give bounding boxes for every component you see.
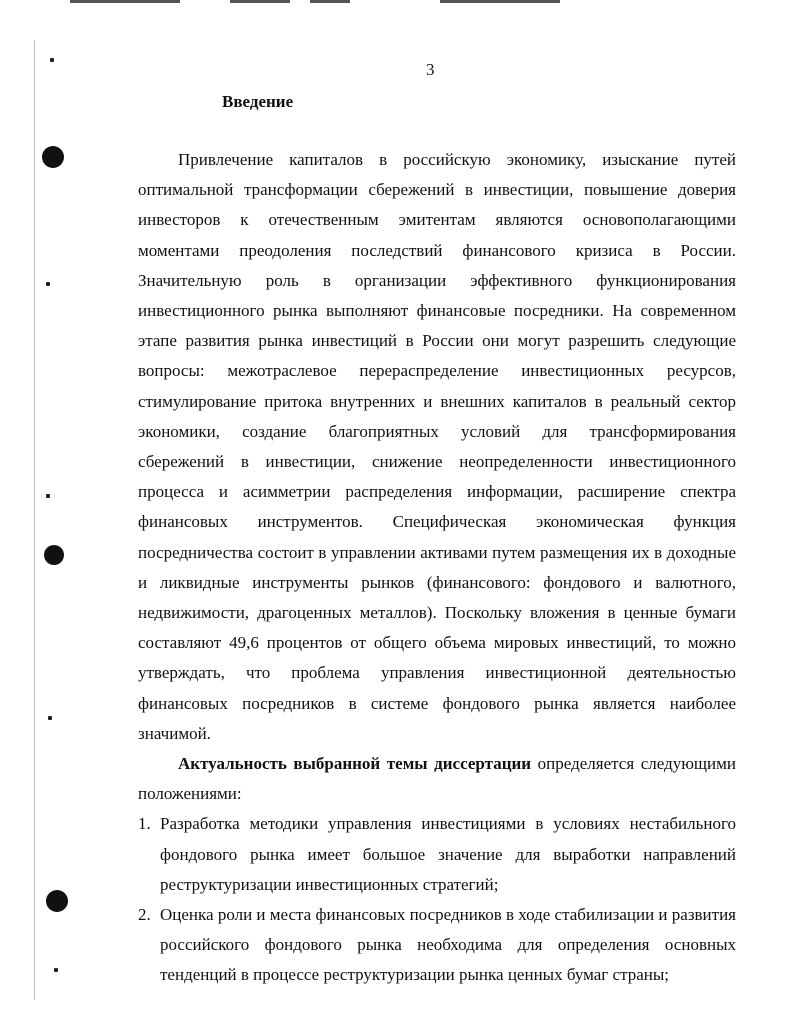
scan-speck [46, 494, 50, 498]
scan-top-mark [310, 0, 350, 3]
document-body [138, 145, 736, 991]
punch-hole [42, 146, 64, 168]
intro-paragraph: Привлечение капиталов в российскую экономику, изыскание путей оптимальной трансформации сбережений в инвестиции, повышение доверия инвесторов к отечественным эмитентам являются основополагающими моментами преодоления последствий финансового кризиса в России. Значительную роль в организации эффективного функционирования инвестиционного рынка выполняют финансовые посредники. На современном этапе развития рынка инвестиций в России они могут разрешить следующие вопросы: межотраслевое перераспределение инвестиционных ресурсов, стимулирование притока внутренних и внешних капиталов в реальный сектор экономики, создание благоприятных условий для трансформирования сбережений в инвестиции, снижение неопределенности инвестиционного процесса и асимметрии распределения информации, расширение спектра финансовых инструментов. Специфическая экономическая функция посредничества состоит в управлении активами путем размещения их в доходные и ликвидные инструменты рынков (финансового: фондового и валютного, недвижимости, драгоценных металлов). Поскольку вложения в ценные бумаги составляют 49,6 процентов от общего объема мировых инвестиций, то можно утверждать, что проблема управления инвестиционной деятельностью финансовых посредников в системе фондового рынка является наиболее значимой. [138, 150, 736, 743]
scan-speck [54, 968, 58, 972]
punch-hole [46, 890, 68, 912]
scan-top-mark [440, 0, 560, 3]
list-item-number: 1. [138, 814, 151, 834]
punch-hole [44, 545, 64, 565]
scan-speck [50, 58, 54, 62]
relevance-bold-lead: Актуальность выбранной темы диссертации [178, 754, 532, 774]
scan-top-mark [230, 0, 290, 3]
list-item-text: Разработка методики управления инвестициями в условиях нестабильного фондового рынка имеет большое значение для выработки направлений реструктуризации инвестиционных стратегий; [160, 814, 736, 894]
relevance-paragraph [138, 749, 736, 809]
scan-margin-line [34, 40, 35, 1000]
scan-speck [46, 282, 50, 286]
list-item [138, 900, 736, 991]
relevance-list [138, 809, 736, 990]
relevance-rest: определяется следующими положениями: [138, 754, 736, 804]
section-heading: Введение [222, 92, 294, 111]
page-number: 3 [426, 60, 435, 79]
list-item [138, 809, 736, 900]
scan-top-mark [70, 0, 180, 3]
list-item-text: Оценка роли и места финансовых посредников в ходе стабилизации и развития российского фондового рынка необходима для определения основных тенденций в процессе реструктуризации рынка ценных бумаг страны; [160, 905, 736, 985]
list-item-number: 2. [138, 905, 151, 925]
scan-speck [48, 716, 52, 720]
